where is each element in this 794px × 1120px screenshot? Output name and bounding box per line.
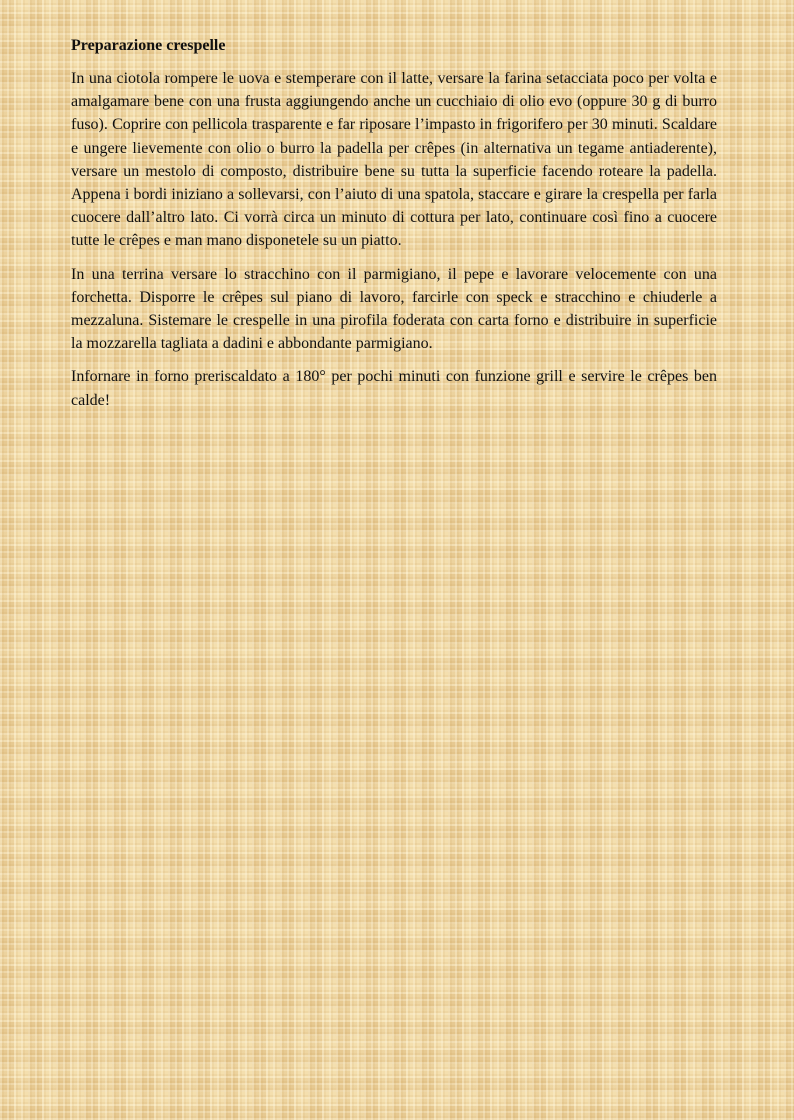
paragraph-filling: In una terrina versare lo stracchino con il parmigiano, il pepe e lavorare velocemente con una forchetta. Disporre le crêpes sul piano di lavoro, farcirle con speck e stracchino e chiuderle a mezzaluna. Sistemare le crespelle in una pirofila foderata con carta forno e distribuire in superficie la mozzarella tagliata a dadini e abbondante parmigiano. — [71, 265, 717, 353]
paragraph-baking: Infornare in forno preriscaldato a 180° per pochi minuti con funzione grill e servire le crêpes ben calde! — [71, 368, 717, 409]
section-title: Preparazione crespelle — [71, 37, 226, 54]
document-page — [71, 34, 717, 422]
paragraph-preparation: In una ciotola rompere le uova e stemperare con il latte, versare la farina setacciata poco per volta e amalgamare bene con una frusta aggiungendo anche un cucchiaio di olio evo (oppure 30 g di burro fuso). Coprire con pellicola trasparente e far riposare l’impasto in frigorifero per 30 minuti. Scaldare e ungere lievemente con olio o burro la padella per crêpes (in alternativa un tegame antiaderente), versare un mestolo di composto, distribuire bene su tutta la superficie facendo roteare la padella. Appena i bordi iniziano a sollevarsi, con l’aiuto di una spatola, staccare e girare la crespella per farla cuocere dall’altro lato. Ci vorrà circa un minuto di cottura per lato, continuare così fino a cuocere tutte le crêpes e man mano disponetele su un piatto. — [71, 70, 717, 250]
